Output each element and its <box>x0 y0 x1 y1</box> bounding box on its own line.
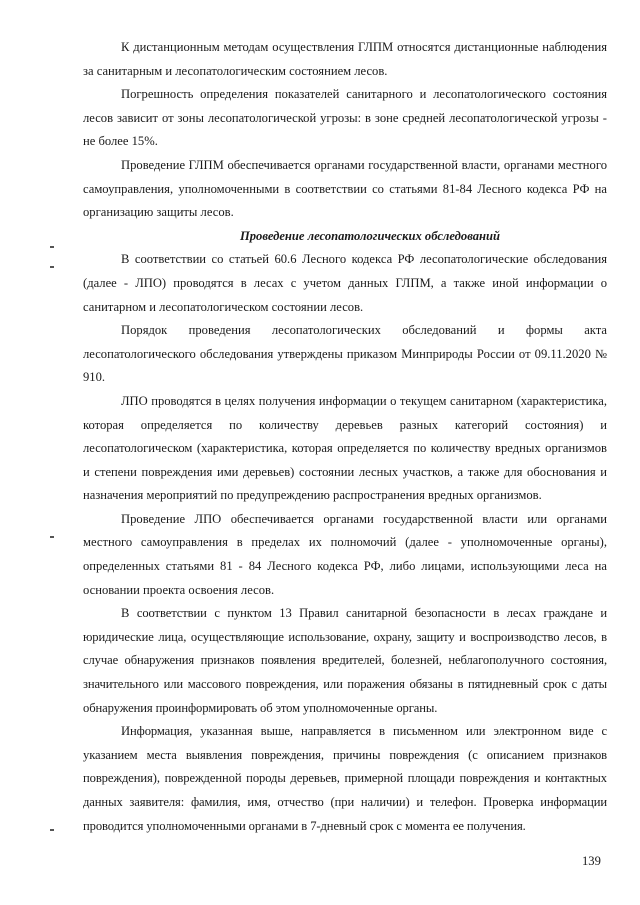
page-number: 139 <box>582 854 601 868</box>
paragraph-information: Информация, указанная выше, направляется в письменном или электронном виде с указанием места выявления повреждения, причины повреждения (с описанием признаков повреждения), поврежденной породы деревьев, примерной площади повреждения и контактных данных заявителя: фамилия, имя, отчество (при наличии) и телефон. Проверка информации проводится уполномоченными органами в 7-дневный срок с момента ее получения. <box>83 724 607 833</box>
paragraph-lpo-definition: В соответствии со статьей 60.6 Лесного кодекса РФ лесопатологические обследования (далее - ЛПО) проводятся в лесах с учетом данных ГЛПМ, а также иной информации о санитарном и лесопатологическом состоянии лесов. <box>83 252 607 314</box>
paragraph-sanitary-rules: В соответствии с пунктом 13 Правил санитарной безопасности в лесах граждане и юридические лица, осуществляющие использование, охрану, защиту и воспроизводство лесов, в случае обнаружения признаков появления вредителей, болезней, неблагополучного состояния, значительного или массового повреждения, или поражения обязаны в пятидневный срок с даты обнаружения проинформировать об этом уполномоченные органы. <box>83 606 607 715</box>
margin-mark <box>50 536 54 538</box>
body-text <box>83 36 607 838</box>
paragraph-lpo-purpose: ЛПО проводятся в целях получения информации о текущем санитарном (характеристика, которая определяется по количеству деревьев разных категорий состояния) и лесопатологическом (характеристика, которая определяется по количеству вредных организмов и степени повреждения ими деревьев) состоянии лесных участков, а также для обоснования и назначения мероприятий по предупреждению распространения вредных организмов. <box>83 393 607 503</box>
paragraph-glpm-provision: Проведение ГЛПМ обеспечивается органами государственной власти, органами местного самоуправления, уполномоченными в соответствии со статьями 81-84 Лесного кодекса РФ на организацию защиты лесов. <box>83 157 607 220</box>
section-heading: Проведение лесопатологических обследований <box>239 228 501 243</box>
margin-mark <box>50 829 54 831</box>
paragraph-lpo-provision: Проведение ЛПО обеспечивается органами государственной власти или органами местного самоуправления в пределах их полномочий (далее - уполномоченные органы), определенных статьями 81 - 84 Лесного кодекса РФ, либо лицами, использующими леса на основании проекта освоения лесов. <box>83 511 607 597</box>
margin-mark <box>50 266 54 268</box>
margin-mark <box>50 246 54 248</box>
paragraph-lpo-procedure: Порядок проведения лесопатологических обследований и формы акта лесопатологического обследования утверждены приказом Минприроды России от 09.11.2020 № 910. <box>83 323 607 385</box>
paragraph-accuracy: Погрешность определения показателей санитарного и лесопатологического состояния лесов зависит от зоны лесопатологической угрозы: в зоне средней лесопатологической угрозы - не более 15%. <box>83 87 607 149</box>
paragraph-remote-methods: К дистанционным методам осуществления ГЛПМ относятся дистанционные наблюдения за санитарным и лесопатологическим состоянием лесов. <box>83 40 607 78</box>
